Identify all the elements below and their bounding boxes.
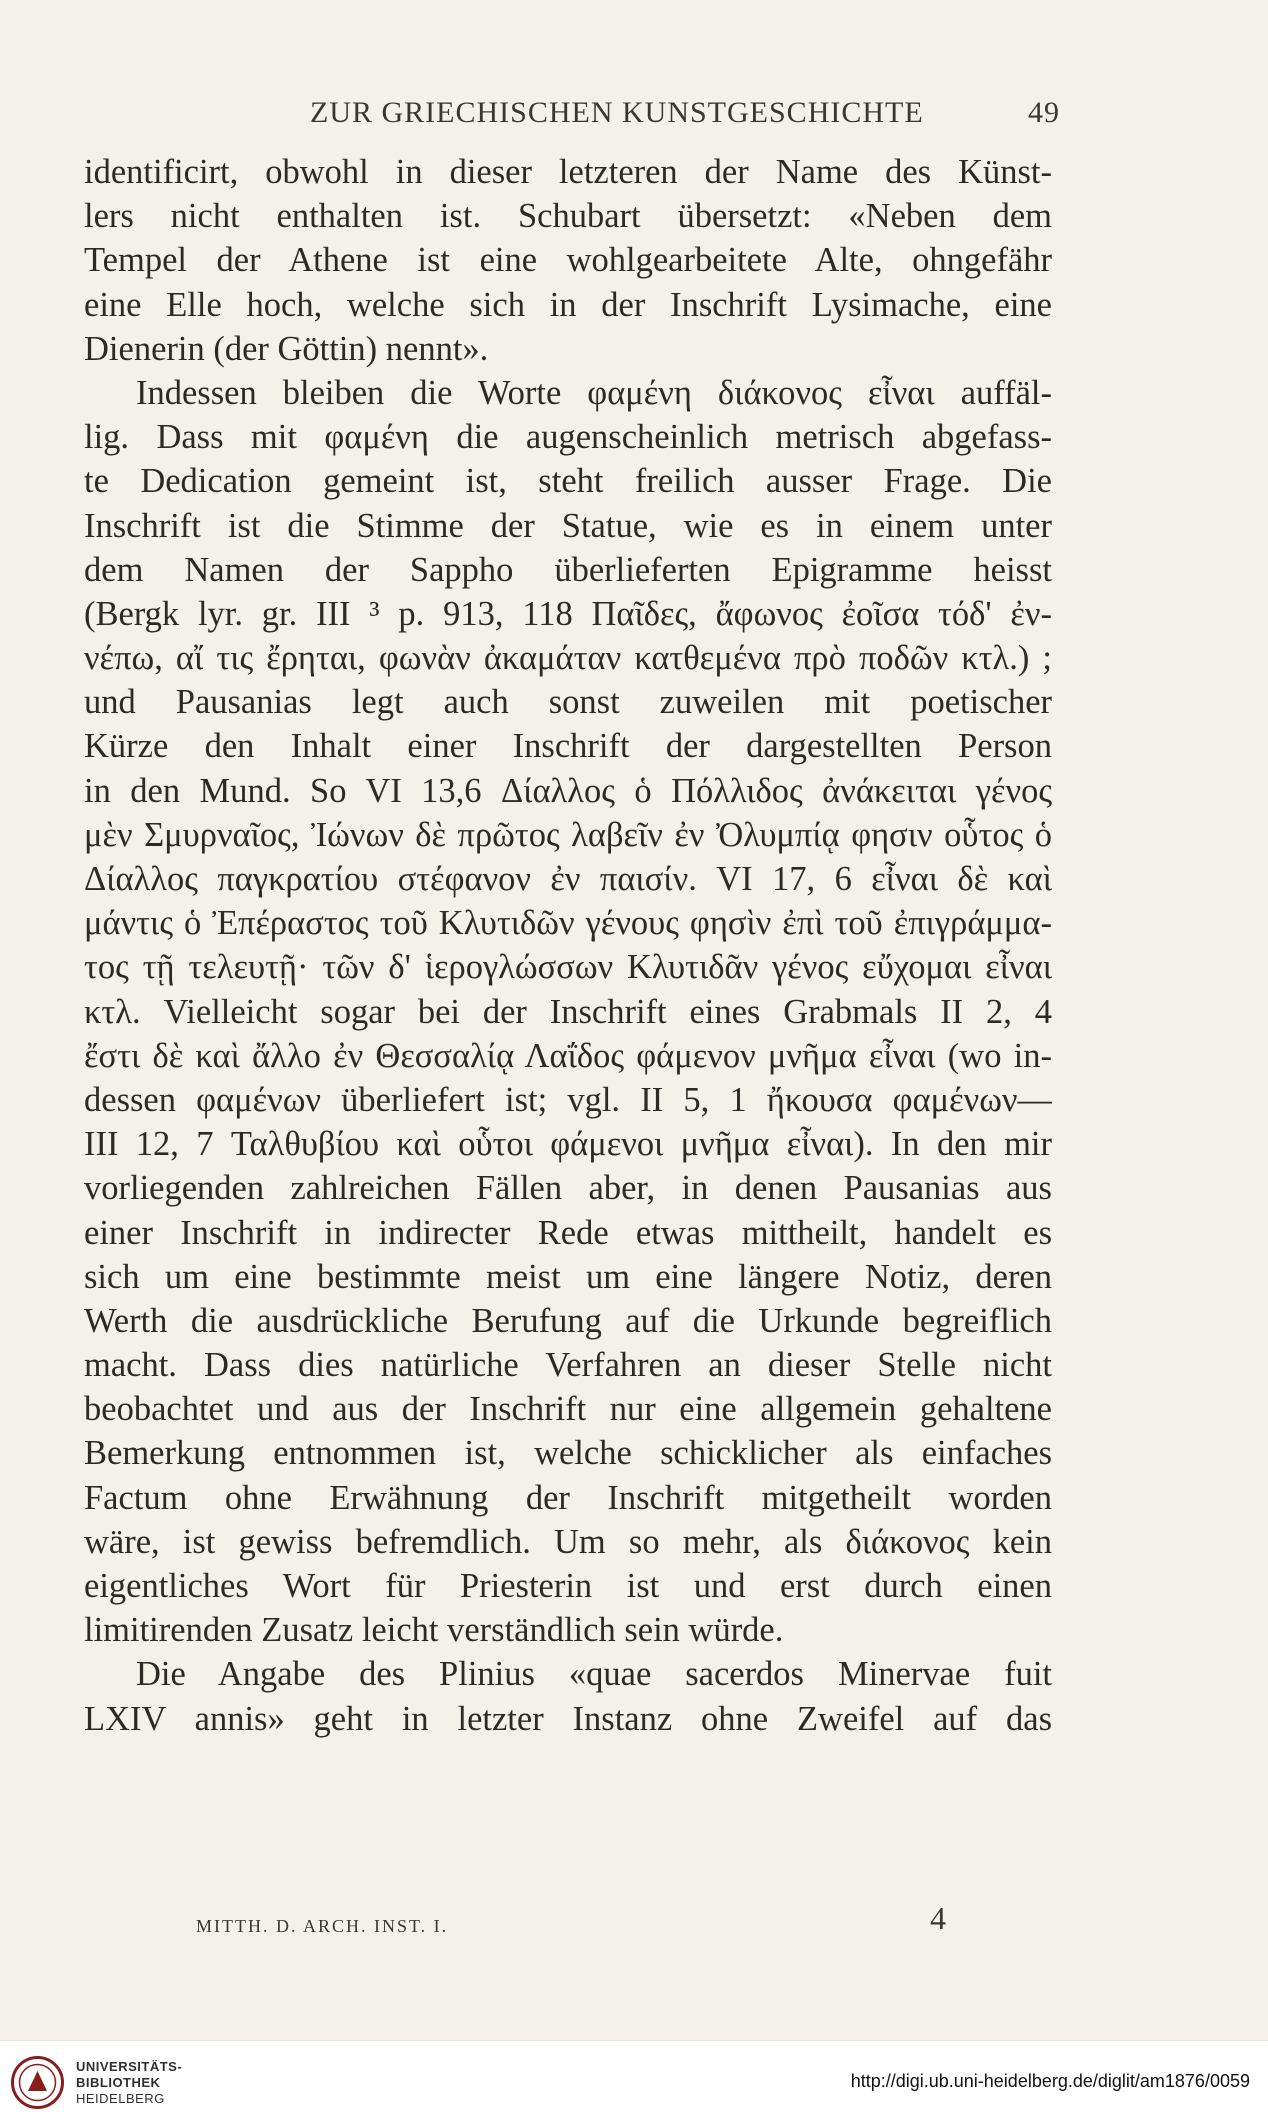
- text-line: wäre, ist gewiss befremdlich. Um so mehr, als διάκονος kein: [84, 1522, 1052, 1561]
- text-line: eine Elle hoch, welche sich in der Inschrift Lysimache, eine: [84, 285, 1052, 324]
- text-line: νέπω, αἴ τις ἔρηται, φωνὰν ἀκαμάταν κατθεμένα πρὸ ποδῶν κτλ.) ;: [84, 639, 1052, 678]
- permalink-url[interactable]: http://digi.ub.uni-heidelberg.de/diglit/am1876/0059: [850, 2071, 1250, 2091]
- text-line: ἔστι δὲ καὶ ἄλλο ἐν Θεσσαλίᾳ Λαΐδος φάμενον μνῆμα εἶναι (wo in-: [84, 1036, 1052, 1075]
- running-title: ZUR GRIECHISCHEN KUNSTGESCHICHTE: [310, 96, 924, 129]
- text-line: einer Inschrift in indirecter Rede etwas mittheilt, handelt es: [84, 1213, 1052, 1252]
- text-line: Bemerkung entnommen ist, welche schicklicher als einfaches: [84, 1434, 1052, 1473]
- text-line: τος τῇ τελευτῇ· τῶν δ' ἱερογλώσσων Κλυτιδᾶν γένος εὔχομαι εἶναι: [84, 948, 1052, 987]
- text-line: III 12, 7 Ταλθυβίου καὶ οὗτοι φάμενοι μνῆμα εἶναι). In den mir: [84, 1125, 1052, 1164]
- library-name-line: HEIDELBERG: [76, 2091, 165, 2106]
- text-line: macht. Dass dies natürliche Verfahren an dieser Stelle nicht: [84, 1346, 1052, 1385]
- text-line: μὲν Σμυρναῖος, Ἰώνων δὲ πρῶτος λαβεῖν ἐν Ὀλυμπίᾳ φησιν οὗτος ὁ: [84, 815, 1052, 854]
- text-line: beobachtet und aus der Inschrift nur eine allgemein gehaltene: [84, 1390, 1052, 1429]
- text-line: dem Namen der Sappho überlieferten Epigramme heisst: [84, 550, 1052, 589]
- text-line: κτλ. Vielleicht sogar bei der Inschrift eines Grabmals II 2, 4: [84, 992, 1052, 1031]
- text-line: dessen φαμένων überliefert ist; vgl. II 5, 1 ἤκουσα φαμένων—: [84, 1080, 1052, 1119]
- library-name-line: UNIVERSITÄTS-: [76, 2059, 183, 2074]
- text-line: vorliegenden zahlreichen Fällen aber, in denen Pausanias aus: [84, 1169, 1052, 1208]
- text-line: Die Angabe des Plinius «quae sacerdos Minervae fuit: [136, 1655, 1052, 1694]
- text-line: identificirt, obwohl in dieser letzteren der Name des Künst-: [84, 153, 1052, 191]
- text-line: Werth die ausdrückliche Berufung auf die Urkunde begreiflich: [84, 1301, 1052, 1340]
- text-line: eigentliches Wort für Priesterin ist und erst durch einen: [84, 1567, 1052, 1605]
- library-name-line: BIBLIOTHEK: [76, 2075, 161, 2090]
- text-line: Δίαλλος παγκρατίου στέφανον ἐν παισίν. VI 17, 6 εἶναι δὲ καὶ: [84, 860, 1052, 898]
- text-line: Tempel der Athene ist eine wohlgearbeitete Alte, ohngefähr: [84, 241, 1052, 280]
- signature-number: 4: [930, 1900, 946, 1936]
- text-line: Factum ohne Erwähnung der Inschrift mitgetheilt worden: [84, 1478, 1052, 1517]
- page-number: 49: [1028, 96, 1060, 129]
- library-footer-bar: [0, 2040, 1268, 2126]
- body-text: [84, 150, 1052, 1741]
- text-line: (Bergk lyr. gr. III ³ p. 913, 118 Παῖδες, ἄφωνος ἐοῖσα τόδ' ἐν-: [84, 594, 1052, 633]
- text-line: und Pausanias legt auch sonst zuweilen mit poetischer: [84, 683, 1052, 722]
- text-line: Inschrift ist die Stimme der Statue, wie es in einem unter: [84, 506, 1052, 545]
- text-line: lers nicht enthalten ist. Schubart übersetzt: «Neben dem: [84, 197, 1052, 236]
- library-name: [76, 2059, 182, 2107]
- text-line: limitirenden Zusatz leicht verständlich sein würde.: [84, 1611, 784, 1650]
- text-line: in den Mund. So VI 13,6 Δίαλλος ὁ Πόλλιδος ἀνάκειται γένος: [84, 771, 1052, 810]
- text-line: LXIV annis» geht in letzter Instanz ohne Zweifel auf das: [84, 1699, 1052, 1738]
- text-line: Dienerin (der Göttin) nennt».: [84, 329, 489, 368]
- text-line: te Dedication gemeint ist, steht freilich ausser Frage. Die: [84, 462, 1052, 501]
- university-seal-icon: [10, 2055, 65, 2110]
- printer-signature: MITTH. D. ARCH. INST. I.: [196, 1916, 449, 1936]
- text-line: Indessen bleiben die Worte φαμένη διάκονος εἶναι auffäl-: [136, 373, 1052, 412]
- text-line: lig. Dass mit φαμένη die augenscheinlich metrisch abgefass-: [84, 418, 1052, 457]
- text-line: Kürze den Inhalt einer Inschrift der dargestellten Person: [84, 727, 1052, 766]
- text-line: sich um eine bestimmte meist um eine längere Notiz, deren: [84, 1257, 1052, 1296]
- text-line: μάντις ὁ Ἐπέραστος τοῦ Κλυτιδῶν γένους φησὶν ἐπὶ τοῦ ἐπιγράμμα-: [84, 904, 1052, 943]
